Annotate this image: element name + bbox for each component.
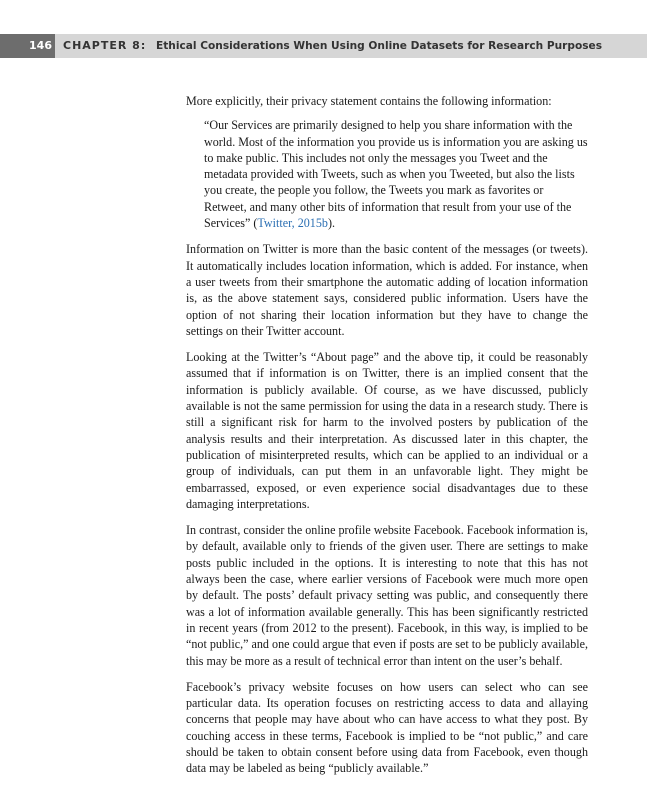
quote-text: “Our Services are primarily designed to help you share information with the world. Most of the information you provide us is information you are asking us to make public. This includes not only the messages you Tweet and the metadata provided with Tweets, such as when you Tweeted, but also the lists you create, the people you follow, the Tweets you mark as favorites or Retweet, and many other bits of information that result from your use of the Services” ( xyxy=(204,118,588,231)
page-number: 146 xyxy=(0,34,55,58)
chapter-title: Ethical Considerations When Using Online Datasets for Research Purposes xyxy=(156,40,603,52)
intro-paragraph: More explicitly, their privacy statement contains the following information: xyxy=(186,94,552,108)
chapter-label: CHAPTER 8: xyxy=(63,39,147,52)
body-paragraph: Looking at the Twitter’s “About page” and the above tip, it could be reasonably assumed that if information is on Twitter, there is an implied consent that the information is publicly available. Of course, as we have discussed, publicly available is not the same permission for using the data in a research study. There is still a significant risk for harm to the involved posters by publication of the analysis results and their interpretation. As discussed later in this chapter, the publication of misinterpreted results, which can be applied to an individual or a group of individuals, can put them in an unfavorable light. They might be embarrassed, exposed, or even experience social disadvantages due to these damaging interpretations. xyxy=(186,350,588,511)
page-body xyxy=(186,93,588,787)
quote-close: ). xyxy=(327,216,336,231)
privacy-statement-quote xyxy=(204,117,588,231)
citation-link[interactable]: Twitter, 2015b xyxy=(257,216,328,231)
body-paragraph: In contrast, consider the online profile website Facebook. Facebook information is, by default, available only to friends of the given user. There are settings to make posts public included in the options. It is interesting to note that this has not always been the case, where earlier versions of Facebook were much more open by default. The posts’ default privacy setting was public, and consequently there was a lot of information available generally. This has been significantly restricted in recent years (from 2012 to the present). Facebook, in this way, is implied to be “not public,” and one could argue that even if posts are set to be publicly available, this may be more as a result of technical error than intent on the user’s behalf. xyxy=(186,523,589,668)
body-paragraph: Information on Twitter is more than the basic content of the messages (or tweets). It automatically includes location information, which is added. For instance, when a user tweets from their smartphone the automatic adding of location information is, as the above statement says, considered public information. Users have the option of not sharing their location information but they have to change the settings on their Twitter account. xyxy=(186,242,588,338)
body-paragraph: Facebook’s privacy website focuses on how users can select who can see particular data. Its operation focuses on restricting access to data and allaying concerns that people may have about who can have access to what they post. By couching access in these terms, Facebook is implied to be “not public,” and care should be taken to obtain consent before using data from Facebook, even though data may be labeled as being “publicly available.” xyxy=(186,679,588,776)
